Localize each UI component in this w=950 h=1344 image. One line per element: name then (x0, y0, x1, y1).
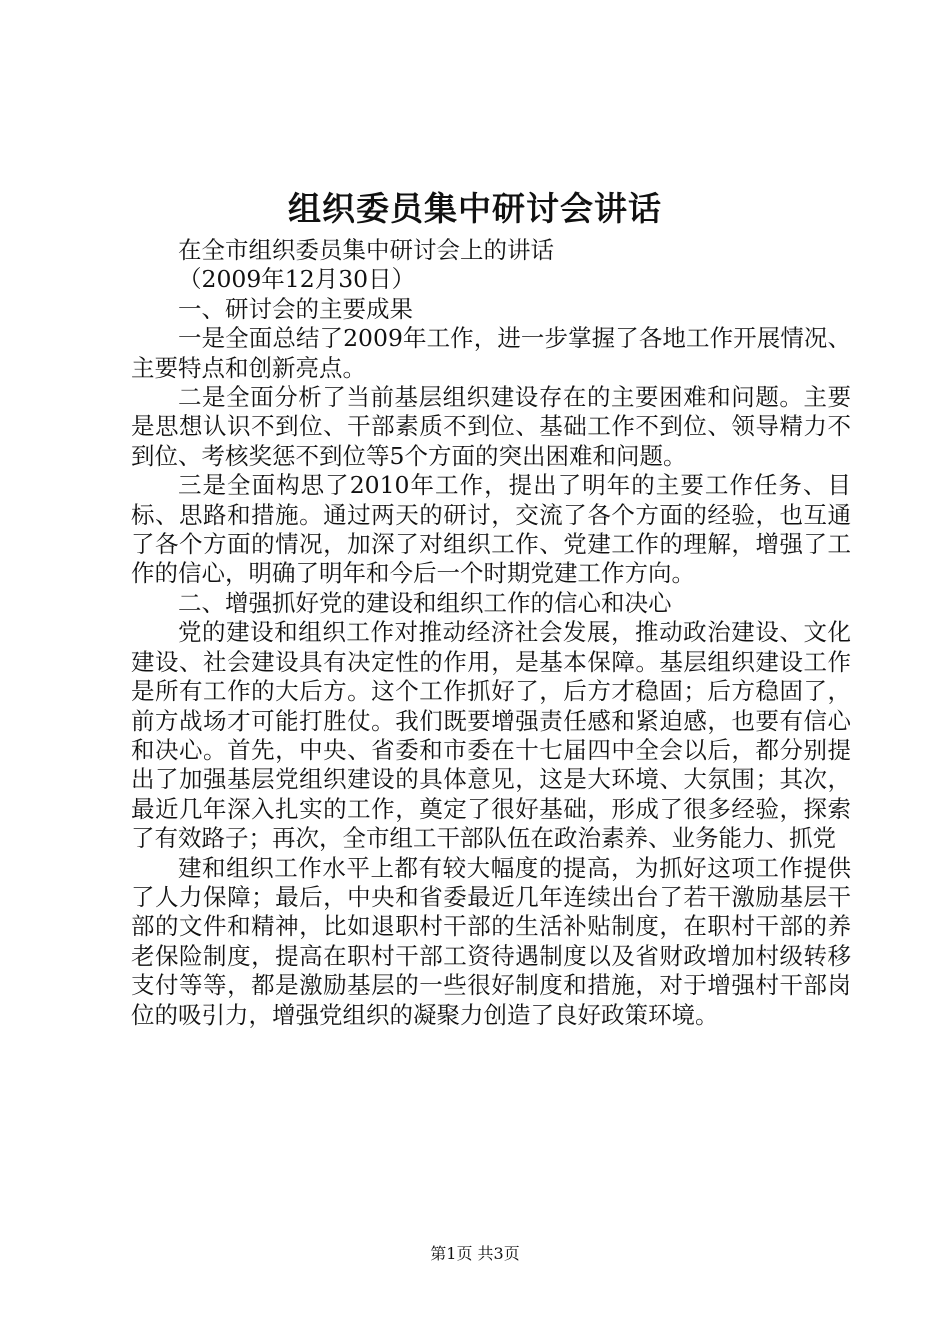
paragraph: 二是全面分析了当前基层组织建设存在的主要困难和问题。主要是思想认识不到位、干部素质不到位、基础工作不到位、领导精力不到位、考核奖惩不到位等5个方面的突出困难和问题。 (131, 383, 851, 470)
paragraph: 一是全面总结了2009年工作，进一步掌握了各地工作开展情况、主要特点和创新亮点。 (131, 324, 851, 382)
section-heading-2: 二、增强抓好党的建设和组织工作的信心和决心 (178, 588, 672, 617)
paragraph: 三是全面构思了2010年工作，提出了明年的主要工作任务、目标、思路和措施。通过两天的研讨，交流了各个方面的经验，也互通了各个方面的情况，加深了对组织工作、党建工作的理解，增强了工作的信心，明确了明年和今后一个时期党建工作方向。 (131, 471, 851, 588)
document-body (131, 236, 851, 1030)
page-footer: 第1页 共3页 (430, 1244, 520, 1263)
paragraph: 党的建设和组织工作对推动经济社会发展，推动政治建设、文化建设、社会建设具有决定性的作用，是基本保障。基层组织建设工作是所有工作的大后方。这个工作抓好了，后方才稳固；后方稳固了，前方战场才可能打胜仗。我们既要增强责任感和紧迫感，也要有信心和决心。首先，中央、省委和市委在十七届四中全会以后，都分别提出了加强基层党组织建设的具体意见，这是大环境、大氛围；其次，最近几年深入扎实的工作，奠定了很好基础，形成了很多经验，探索了有效路子；再次，全市组工干部队伍在政治素养、业务能力、抓党 (131, 618, 851, 853)
paragraph: 建和组织工作水平上都有较大幅度的提高，为抓好这项工作提供了人力保障；最后，中央和省委最近几年连续出台了若干激励基层干部的文件和精神，比如退职村干部的生活补贴制度，在职村干部的养老保险制度，提高在职村干部工资待遇制度以及省财政增加村级转移支付等等，都是激励基层的一些很好制度和措施，对于增强村干部岗位的吸引力，增强党组织的凝聚力创造了良好政策环境。 (131, 853, 851, 1029)
section-heading-1: 一、研讨会的主要成果 (178, 294, 413, 323)
speech-date: （2009年12月30日） (178, 265, 416, 294)
document-title: 组织委员集中研讨会讲话 (288, 189, 662, 228)
speech-heading: 在全市组织委员集中研讨会上的讲话 (178, 236, 554, 264)
